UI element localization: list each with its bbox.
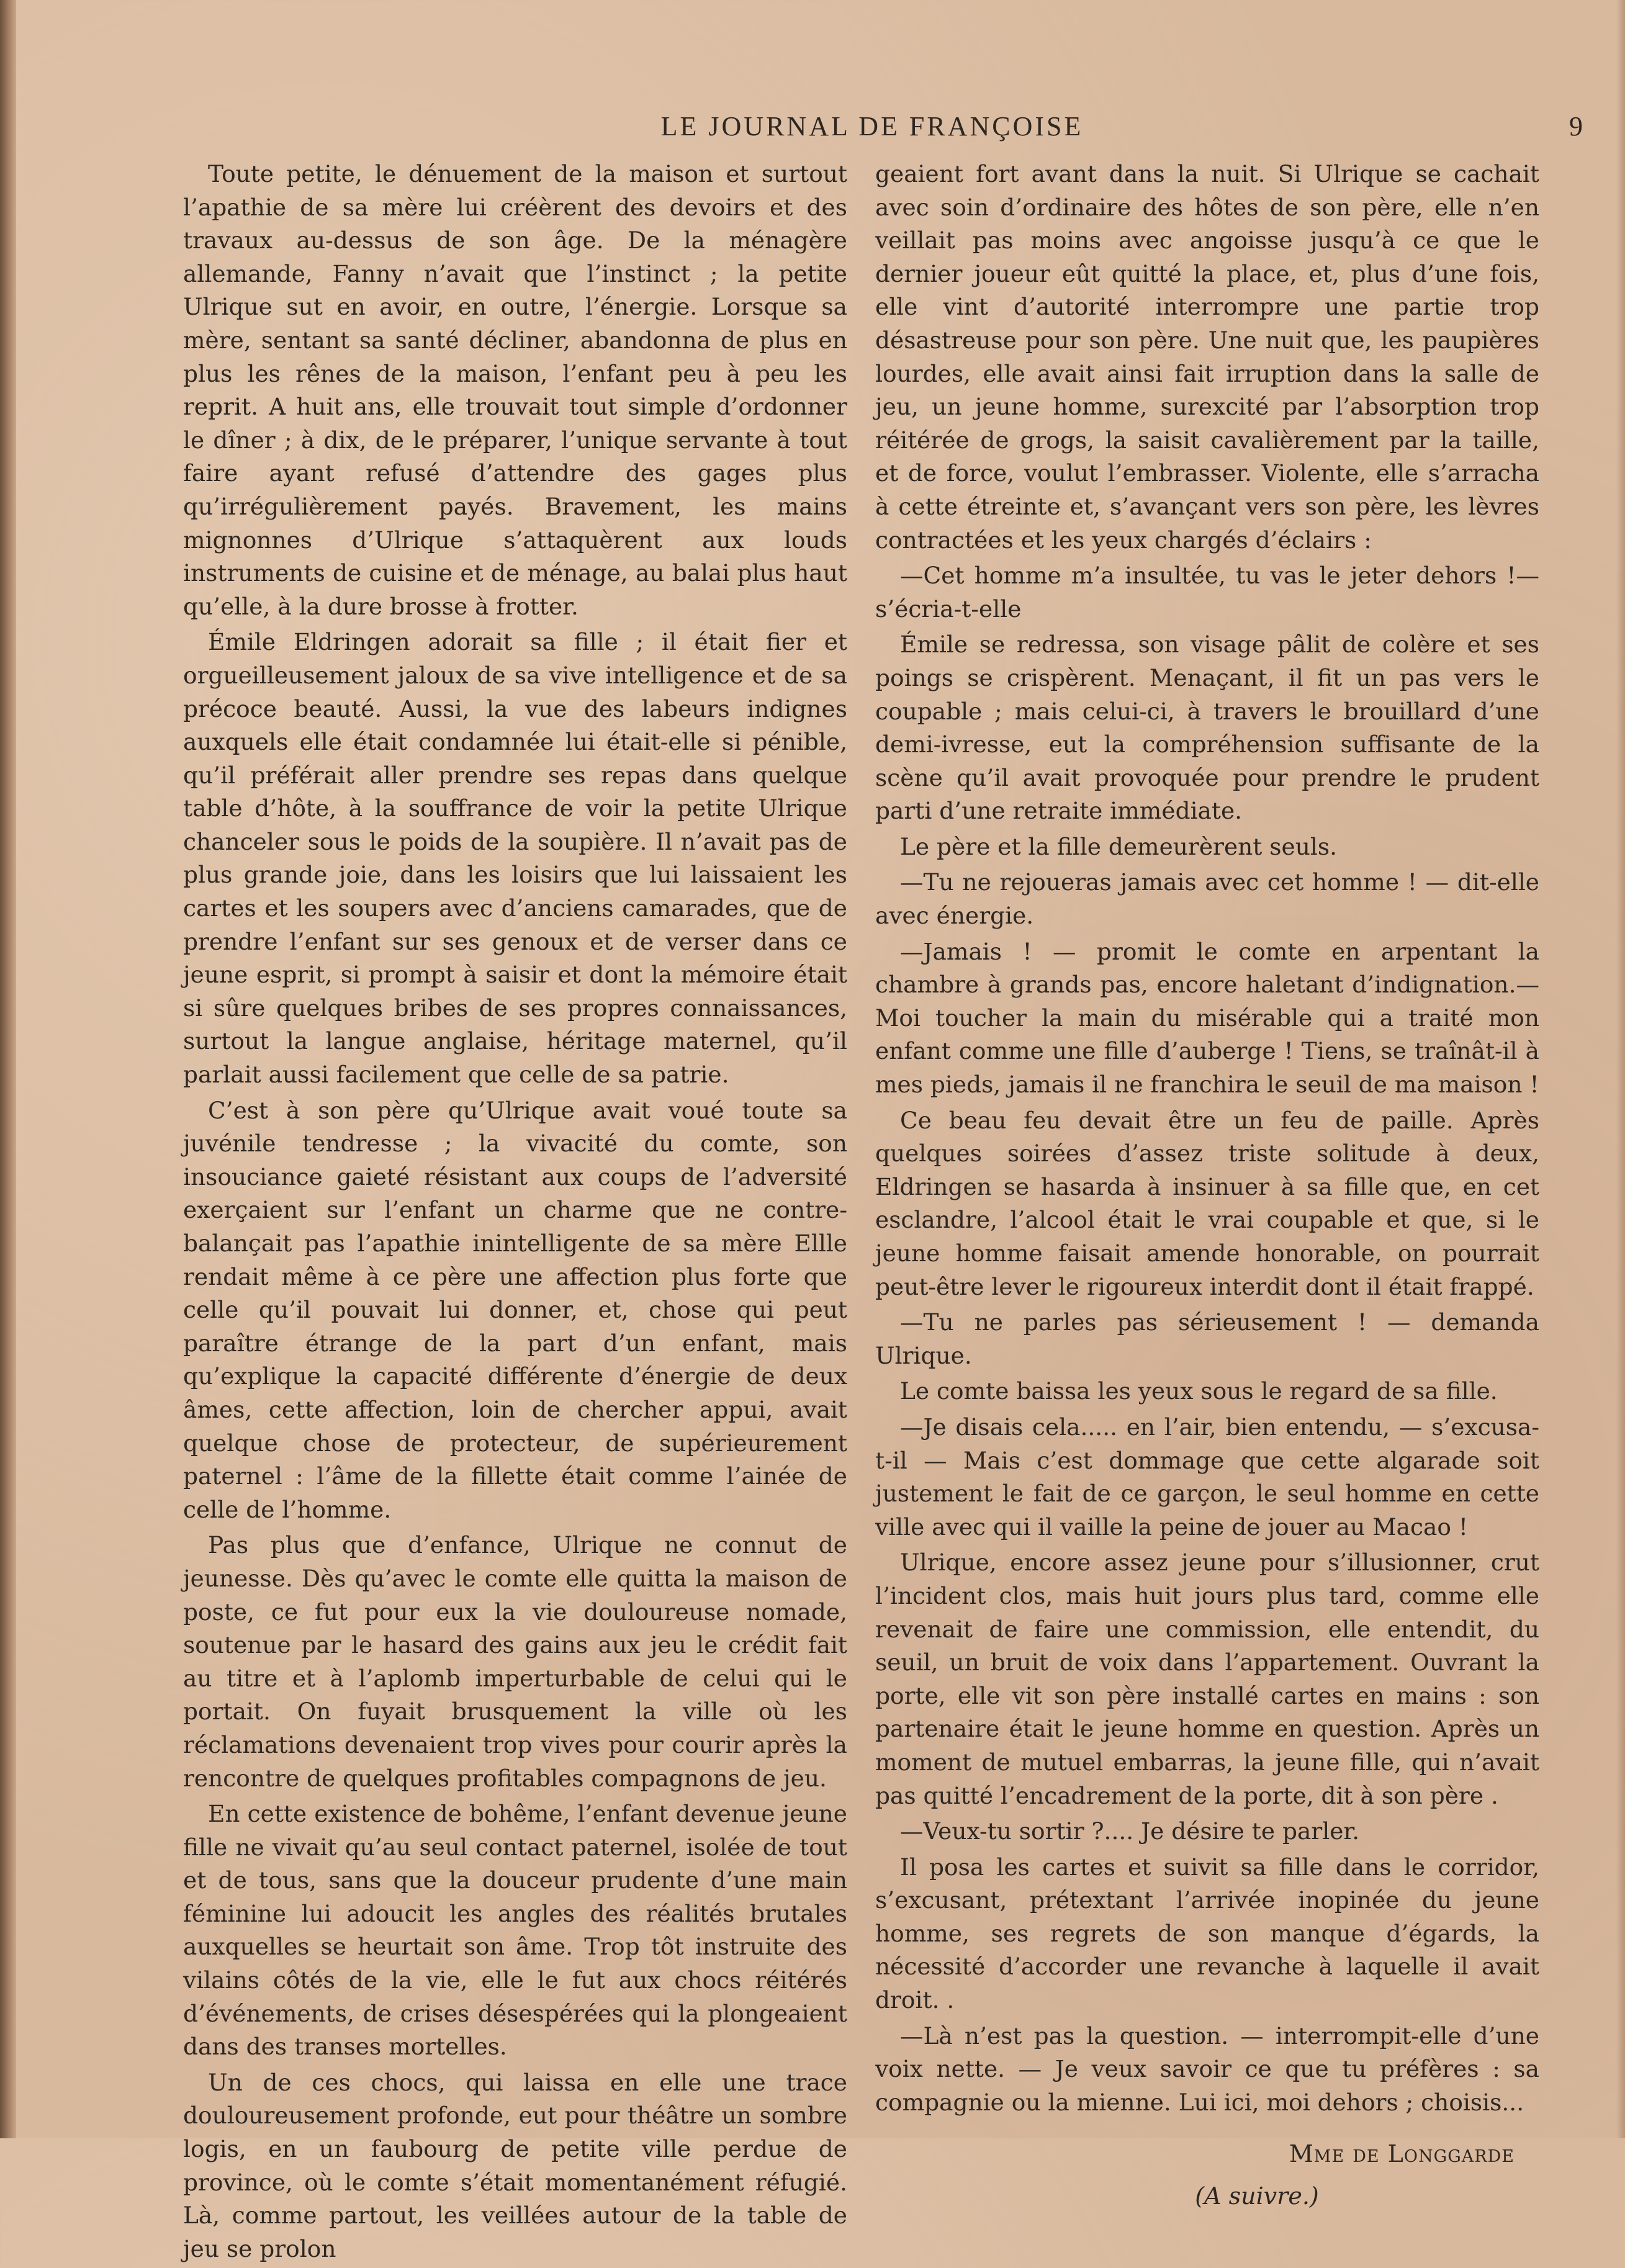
paragraph: Il posa les cartes et suivit sa fille dans le corridor, s’excusant, prétextant l’arrivée inopinée du jeune homme, ses regrets de son manque d’égards, la nécessité d’accorder une revanche à laquelle il avait droit. . (875, 1853, 1539, 2014)
paragraph: —Cet homme m’a insultée, tu vas le jeter dehors !— s’écria-t-elle (875, 562, 1539, 623)
page-edge-shadow (1616, 0, 1625, 2138)
page-header (161, 110, 1583, 154)
paragraph: Émile Eldringen adorait sa fille ; il était fier et orgueilleusement jaloux de sa vive intelligence et de sa précoce beauté. Aussi, la vue des labeurs indignes auxquels elle était condamnée lui était-elle si pénible, qu’il préférait aller prendre ses repas dans quelque table d’hôte, à la souffrance de voir la petite Ulrique chanceler sous le poids de la soupière. Il n’avait pas de plus grande joie, dans les loisirs que lui laissaient les cartes et les soupers avec d’anciens camarades, que de prendre l’enfant sur ses genoux et de verser dans ce jeune esprit, si prompt à saisir et dont la mémoire était si sûre quelques bribes de ses propres connaissances, surtout la langue anglaise, héritage maternel, qu’il parlait aussi facilement que celle de sa patrie. (183, 628, 847, 1089)
paragraph: Un de ces chocs, qui laissa en elle une trace douloureusement profonde, eut pour théâtre un sombre logis, en un faubourg de petite ville perdue de province, où le comte s’était momentanément réfugié. Là, comme partout, les veillées autour de la table de jeu se prolon (183, 2068, 847, 2262)
paragraph: En cette existence de bohême, l’enfant devenue jeune fille ne vivait qu’au seul contact paternel, isolée de tout et de tous, sans que la douceur prudente d’une main féminine lui adoucit les angles des réalités brutales auxquelles se heurtait son âme. Trop tôt instruite des vilains côtés de la vie, elle le fut aux chocs réitérés d’événements, de crises désespérées qui la plongeaient dans des transes mortelles. (183, 1800, 847, 2061)
page-binding-edge (0, 0, 16, 2138)
paragraph: Le comte baissa les yeux sous le regard de sa fille. (900, 1377, 1498, 1405)
paragraph: Pas plus que d’enfance, Ulrique ne connut de jeunesse. Dès qu’avec le comte elle quitta la maison de poste, ce fut pour eux la vie douloureuse nomade, soutenue par le hasard des gains aux jeu le crédit fait au titre et à l’aplomb imperturbable de celui qui le portait. On fuyait brusquement la ville où les réclamations devenaient trop vives pour courir après la rencontre de quelques profitables compagnons de jeu. (183, 1531, 847, 1792)
paragraph: —Je disais cela..... en l’air, bien entendu, — s’excusa-t-il — Mais c’est dommage que cette algarade soit justement le fait de ce garçon, le seul homme en cette ville avec qui il vaille la peine de jouer au Macao ! (875, 1413, 1539, 1541)
paragraph: —Jamais ! — promit le comte en arpentant la chambre à grands pas, encore haletant d’indignation.—Moi toucher la main du misérable qui a traité mon enfant comme une fille d’auberge ! Tiens, se traînât-il à mes pieds, jamais il ne franchira le seuil de ma maison ! (875, 937, 1539, 1099)
paragraph: Le père et la fille demeurèrent seuls. (900, 832, 1338, 860)
paragraph: —Tu ne rejoueras jamais avec cet homme ! — dit-elle avec énergie. (875, 868, 1539, 930)
continuation-note: (A suivre.) (1195, 2182, 1319, 2210)
paragraph: —Tu ne parles pas sérieusement ! — demanda Ulrique. (875, 1308, 1539, 1369)
paragraph: geaient fort avant dans la nuit. Si Ulrique se cachait avec soin d’ordinaire des hôtes de son père, elle n’en veillait pas moins avec angoisse jusqu’à ce que le dernier joueur eût quitté la place, et, plus d’une fois, elle vint d’autorité interrompre une partie trop désastreuse pour son père. Une nuit que, les paupières lourdes, elle avait ainsi fait irruption dans la salle de jeu, un jeune homme, surexcité par l’absorption trop réitérée de grogs, la saisit cavalièrement par la taille, et de force, voulut l’embrasser. Violente, elle s’arracha à cette étreinte et, s’avançant vers son père, les lèvres contractées et les yeux chargés d’éclairs : (875, 160, 1539, 554)
left-column (183, 158, 847, 2268)
paragraph: Émile se redressa, son visage pâlit de colère et ses poings se crispèrent. Menaçant, il fit un pas vers le coupable ; mais celui-ci, à travers le brouillard d’une demi-ivresse, eut la compréhension suffisante de la scène qu’il avait provoquée pour prendre le prudent parti d’une retraite immédiate. (875, 631, 1539, 825)
paragraph: Ulrique, encore assez jeune pour s’illusionner, crut l’incident clos, mais huit jours plus tard, comme elle revenait de faire une commission, elle entendit, du seuil, un bruit de voix dans l’appartement. Ouvrant la porte, elle vit son père installé cartes en mains : son partenaire était le jeune homme en question. Après un moment de mutuel embarras, la jeune fille, qui n’avait pas quitté l’encadrement de la porte, dit à son père . (875, 1549, 1539, 1809)
page-number: 9 (1569, 111, 1583, 142)
paragraph: Ce beau feu devait être un feu de paille. Après quelques soirées d’assez triste solitude à deux, Eldringen se hasarda à insinuer à sa fille que, en cet esclandre, l’alcool était le vrai coupable et que, si le jeune homme faisait amende honorable, on pourrait peut-être lever le rigoureux interdit dont il était frappé. (875, 1106, 1539, 1300)
right-column (875, 158, 1539, 2213)
paragraph: —Là n’est pas la question. — interrompit-elle d’une voix nette. — Je veux savoir ce que tu préfères : sa compagnie ou la mienne. Lui ici, moi dehors ; choisis... (875, 2022, 1539, 2116)
paragraph: —Veux-tu sortir ?.... Je désire te parler. (900, 1817, 1360, 1845)
paragraph: C’est à son père qu’Ulrique avait voué toute sa juvénile tendresse ; la vivacité du comte, son insouciance gaieté résistant aux coups de l’adversité exerçaient sur l’enfant un charme que ne contre-balançait pas l’apathie inintelligente de sa mère Ellle rendait même à ce père une affection plus forte que celle qu’il pouvait lui donner, et, chose qui peut paraître étrange de la part d’un enfant, mais qu’explique la capacité différente d’énergie de deux âmes, cette affection, loin de chercher appui, avait quelque chose de protecteur, de supérieurement paternel : l’âme de la fillette était comme l’ainée de celle de l’homme. (183, 1096, 847, 1523)
author-signature: Mme de Longgarde (1289, 2140, 1515, 2168)
running-title: LE JOURNAL DE FRANÇOISE (660, 111, 1084, 142)
paragraph: Toute petite, le dénuement de la maison et surtout l’apathie de sa mère lui créèrent des devoirs et des travaux au-dessus de son âge. De la ménagère allemande, Fanny n’avait que l’instinct ; la petite Ulrique sut en avoir, en outre, l’énergie. Lorsque sa mère, sentant sa santé décliner, abandonna de plus en plus les rênes de la maison, l’enfant peu à peu les reprit. A huit ans, elle trouvait tout simple d’ordonner le dîner ; à dix, de le préparer, l’unique servante à tout faire ayant refusé d’attendre des gages plus qu’irrégulièrement payés. Bravement, les mains mignonnes d’Ulrique s’attaquèrent aux louds instruments de cuisine et de ménage, au balai plus haut qu’elle, à la dure brosse à frotter. (183, 160, 847, 620)
